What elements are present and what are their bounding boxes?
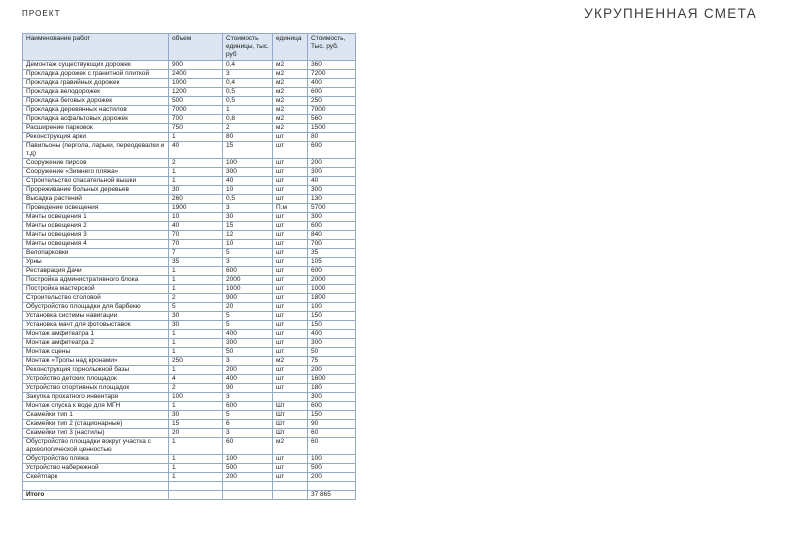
table-row	[23, 321, 356, 330]
table-cell: Прокладка дорожек с гранитной плиткой	[23, 70, 169, 79]
table-cell: 60	[223, 438, 273, 455]
table-cell: Монтаж «Тропы над кронами»	[23, 357, 169, 366]
table-cell: Постройка административного блока	[23, 276, 169, 285]
table-row	[23, 240, 356, 249]
table-cell: 10	[223, 186, 273, 195]
table-row	[23, 142, 356, 159]
table-cell: Строительство столовой	[23, 294, 169, 303]
column-header: Стоимость, Тыс. руб.	[308, 34, 356, 61]
table-row	[23, 411, 356, 420]
table-cell: 3	[223, 393, 273, 402]
table-cell: 200	[308, 366, 356, 375]
table-cell: Мачты освещения 2	[23, 222, 169, 231]
table-cell: 700	[169, 115, 223, 124]
table-cell: шт	[273, 222, 308, 231]
table-cell: шт	[273, 285, 308, 294]
table-cell: 1	[169, 438, 223, 455]
table-cell: 100	[308, 455, 356, 464]
table-cell: 80	[308, 133, 356, 142]
table-row	[23, 231, 356, 240]
table-cell: 300	[308, 213, 356, 222]
table-cell: 360	[308, 61, 356, 70]
estimate-table-body	[23, 61, 356, 491]
table-cell: 60	[308, 438, 356, 455]
table-row	[23, 204, 356, 213]
table-row	[23, 482, 356, 491]
table-cell: 1	[169, 473, 223, 482]
table-cell: 2	[223, 124, 273, 133]
table-cell: 600	[308, 402, 356, 411]
table-cell: 500	[223, 464, 273, 473]
table-cell: шт	[273, 240, 308, 249]
table-cell: П.м	[273, 204, 308, 213]
table-cell	[273, 482, 308, 491]
table-cell: Скамейки тип 2 (стационарные)	[23, 420, 169, 429]
table-cell: 75	[308, 357, 356, 366]
table-cell: Мачты освещения 3	[23, 231, 169, 240]
table-cell: Установка мачт для фотовыставок	[23, 321, 169, 330]
table-cell: 1	[169, 402, 223, 411]
table-cell: 70	[169, 231, 223, 240]
table-cell: м2	[273, 106, 308, 115]
table-cell: Установка системы навигации	[23, 312, 169, 321]
table-cell: Обустройство площадки вокруг участка с археологической ценностью	[23, 438, 169, 455]
table-cell: 30	[223, 213, 273, 222]
table-cell: шт	[273, 321, 308, 330]
table-cell: 150	[308, 321, 356, 330]
table-cell: 500	[169, 97, 223, 106]
table-cell: шт	[273, 186, 308, 195]
table-row	[23, 285, 356, 294]
table-cell: Демонтаж существующих дорожек	[23, 61, 169, 70]
table-cell: 2000	[223, 276, 273, 285]
table-cell: Прокладка гравийных дорожек	[23, 79, 169, 88]
table-cell: 5	[223, 312, 273, 321]
table-row	[23, 213, 356, 222]
table-cell: 200	[223, 473, 273, 482]
table-cell: шт	[273, 249, 308, 258]
table-cell: 1000	[223, 285, 273, 294]
table-cell: шт	[273, 312, 308, 321]
table-row	[23, 195, 356, 204]
table-cell: шт	[273, 473, 308, 482]
table-cell: 5700	[308, 204, 356, 213]
table-cell: 0,4	[223, 61, 273, 70]
table-cell	[273, 491, 308, 500]
table-header-row	[23, 34, 356, 61]
table-cell: шт	[273, 195, 308, 204]
table-cell: 1200	[169, 88, 223, 97]
table-cell: 200	[223, 366, 273, 375]
table-cell: 15	[169, 420, 223, 429]
table-cell: 200	[308, 473, 356, 482]
table-cell: 3	[223, 258, 273, 267]
table-cell: 1	[169, 455, 223, 464]
table-cell: 2400	[169, 70, 223, 79]
table-cell: 150	[308, 411, 356, 420]
table-cell: 900	[223, 294, 273, 303]
table-cell: 0,5	[223, 195, 273, 204]
table-cell: 300	[308, 339, 356, 348]
table-row	[23, 473, 356, 482]
table-cell: 6	[223, 420, 273, 429]
table-cell: 1000	[308, 285, 356, 294]
table-cell: 1	[169, 133, 223, 142]
table-cell: 5	[223, 249, 273, 258]
table-cell: Сооружение «Зимнего пляжа»	[23, 168, 169, 177]
table-cell: Прокладка беговых дорожек	[23, 97, 169, 106]
table-cell: шт	[273, 168, 308, 177]
table-cell: 35	[169, 258, 223, 267]
table-row	[23, 133, 356, 142]
table-cell: 5	[169, 303, 223, 312]
table-cell: 400	[223, 330, 273, 339]
table-row	[23, 330, 356, 339]
table-cell: 90	[223, 384, 273, 393]
table-cell	[169, 482, 223, 491]
table-cell: 20	[223, 303, 273, 312]
table-cell: 1	[169, 366, 223, 375]
page-title: УКРУПНЕННАЯ СМЕТА	[584, 6, 757, 21]
table-cell: Скейтпарк	[23, 473, 169, 482]
table-cell: Прокладка велодорожек	[23, 88, 169, 97]
table-cell: 1500	[308, 124, 356, 133]
table-cell: 1	[169, 348, 223, 357]
table-cell: 2	[169, 384, 223, 393]
table-row	[23, 267, 356, 276]
table-cell: шт	[273, 258, 308, 267]
table-cell: 40	[308, 177, 356, 186]
table-cell: 0,5	[223, 88, 273, 97]
table-cell: 1	[169, 276, 223, 285]
table-cell: 1800	[308, 294, 356, 303]
table-cell: Проведение освещения	[23, 204, 169, 213]
table-cell: 70	[169, 240, 223, 249]
table-cell: шт	[273, 339, 308, 348]
table-cell: Обустройство пляжа	[23, 455, 169, 464]
table-cell: шт	[273, 276, 308, 285]
column-header: единица	[273, 34, 308, 61]
table-cell: 1	[169, 339, 223, 348]
table-cell: 7000	[308, 106, 356, 115]
table-cell: 105	[308, 258, 356, 267]
table-cell: 60	[308, 429, 356, 438]
table-cell: 10	[169, 213, 223, 222]
table-cell	[308, 482, 356, 491]
table-cell: 30	[169, 321, 223, 330]
table-cell: Прокладка асфальтовых дорожек	[23, 115, 169, 124]
table-cell: 100	[223, 455, 273, 464]
table-cell: 50	[223, 348, 273, 357]
table-row	[23, 124, 356, 133]
table-cell: Сооружение пирсов	[23, 159, 169, 168]
table-cell: шт	[273, 133, 308, 142]
table-row	[23, 276, 356, 285]
table-cell: 40	[223, 177, 273, 186]
table-row	[23, 294, 356, 303]
table-cell: м2	[273, 88, 308, 97]
table-cell: 250	[308, 97, 356, 106]
table-cell: 30	[169, 186, 223, 195]
table-cell: 12	[223, 231, 273, 240]
table-row	[23, 249, 356, 258]
table-cell: Монтаж амфитеатра 2	[23, 339, 169, 348]
table-cell: Скамейки тип 3 (настилы)	[23, 429, 169, 438]
project-label: ПРОЕКТ	[22, 9, 61, 18]
table-cell: м2	[273, 124, 308, 133]
table-cell: 0,8	[223, 115, 273, 124]
table-cell: Шт	[273, 420, 308, 429]
table-cell: шт	[273, 375, 308, 384]
table-cell: м2	[273, 61, 308, 70]
table-row	[23, 393, 356, 402]
table-cell: 400	[223, 375, 273, 384]
table-cell: 560	[308, 115, 356, 124]
table-cell: 5	[223, 321, 273, 330]
table-cell: м2	[273, 115, 308, 124]
table-cell: Закупка прокатного инвентаря	[23, 393, 169, 402]
table-cell: шт	[273, 348, 308, 357]
table-cell: Шт	[273, 402, 308, 411]
table-row	[23, 348, 356, 357]
table-row	[23, 106, 356, 115]
table-cell: 700	[308, 240, 356, 249]
table-cell: 0,4	[223, 79, 273, 88]
table-cell: 1	[169, 168, 223, 177]
table-row	[23, 222, 356, 231]
table-cell: 35	[308, 249, 356, 258]
table-cell: 900	[169, 61, 223, 70]
table-cell	[223, 491, 273, 500]
table-cell: 80	[223, 133, 273, 142]
table-row	[23, 303, 356, 312]
table-cell: 600	[308, 267, 356, 276]
table-cell: Устройство набережной	[23, 464, 169, 473]
table-cell: 100	[308, 303, 356, 312]
column-header: Наименование работ	[23, 34, 169, 61]
table-cell: Монтаж сцены	[23, 348, 169, 357]
table-cell: 1000	[169, 79, 223, 88]
table-cell: Устройство детских площадок	[23, 375, 169, 384]
table-cell	[23, 482, 169, 491]
table-row	[23, 402, 356, 411]
table-cell: 50	[308, 348, 356, 357]
table-cell: 600	[308, 142, 356, 159]
table-cell: 300	[308, 393, 356, 402]
table-row	[23, 70, 356, 79]
table-cell: м2	[273, 97, 308, 106]
table-cell: 100	[223, 159, 273, 168]
table-cell: 7200	[308, 70, 356, 79]
table-cell: м2	[273, 79, 308, 88]
table-cell: Постройка мастерской	[23, 285, 169, 294]
table-cell: Мачты освещения 4	[23, 240, 169, 249]
table-row	[23, 312, 356, 321]
table-cell: 4	[169, 375, 223, 384]
table-cell: 40	[169, 222, 223, 231]
table-row	[23, 177, 356, 186]
table-cell: 300	[223, 339, 273, 348]
table-row	[23, 455, 356, 464]
table-cell: 3	[223, 357, 273, 366]
table-cell: 30	[169, 312, 223, 321]
total-label: Итого	[23, 491, 169, 500]
table-cell	[223, 482, 273, 491]
table-cell: 250	[169, 357, 223, 366]
table-cell: 1900	[169, 204, 223, 213]
table-cell: шт	[273, 231, 308, 240]
table-row	[23, 168, 356, 177]
table-row	[23, 339, 356, 348]
table-row	[23, 97, 356, 106]
table-cell: 5	[223, 411, 273, 420]
table-cell: 10	[223, 240, 273, 249]
table-cell: м2	[273, 70, 308, 79]
table-cell: шт	[273, 294, 308, 303]
table-cell: 1	[169, 285, 223, 294]
table-cell: 1600	[308, 375, 356, 384]
table-cell: шт	[273, 142, 308, 159]
table-cell: Монтаж спуска к воде для МГН	[23, 402, 169, 411]
table-cell: 1	[169, 267, 223, 276]
table-cell: Реконструкция арки	[23, 133, 169, 142]
table-row	[23, 429, 356, 438]
table-cell: Строительство спасательной вышки	[23, 177, 169, 186]
table-cell: 2	[169, 294, 223, 303]
table-row	[23, 159, 356, 168]
total-row	[23, 491, 356, 500]
table-cell: 15	[223, 222, 273, 231]
table-cell: 600	[308, 88, 356, 97]
table-cell: м2	[273, 438, 308, 455]
table-cell: 7	[169, 249, 223, 258]
table-cell	[273, 393, 308, 402]
table-cell: Монтаж амфитеатра 1	[23, 330, 169, 339]
table-cell: 600	[308, 222, 356, 231]
table-cell: 20	[169, 429, 223, 438]
table-cell: 300	[308, 168, 356, 177]
table-cell: Прореживание больных деревьев	[23, 186, 169, 195]
table-row	[23, 258, 356, 267]
table-cell: Реставрация Дачи	[23, 267, 169, 276]
table-cell: м2	[273, 357, 308, 366]
table-cell: Шт	[273, 411, 308, 420]
column-header: Стоимость единицы, тыс. руб	[223, 34, 273, 61]
table-cell: Расширение парковок	[23, 124, 169, 133]
table-cell: 90	[308, 420, 356, 429]
table-cell: 100	[169, 393, 223, 402]
table-cell: 500	[308, 464, 356, 473]
table-row	[23, 115, 356, 124]
table-cell: Устройство спортивных площадок	[23, 384, 169, 393]
table-cell: 180	[308, 384, 356, 393]
table-cell: Прокладка деревянных настилов	[23, 106, 169, 115]
table-cell: Павильоны (пергола, ларьки, переодевалки и т.д)	[23, 142, 169, 159]
table-cell: Обустройство площадки для барбекю	[23, 303, 169, 312]
table-cell: 150	[308, 312, 356, 321]
table-cell: 300	[308, 186, 356, 195]
table-cell: шт	[273, 366, 308, 375]
table-cell: шт	[273, 384, 308, 393]
table-cell: 7000	[169, 106, 223, 115]
table-row	[23, 79, 356, 88]
table-row	[23, 88, 356, 97]
table-cell: Велопарковки	[23, 249, 169, 258]
table-cell: 0,5	[223, 97, 273, 106]
table-row	[23, 186, 356, 195]
table-cell: 840	[308, 231, 356, 240]
table-cell: Мачты освещения 1	[23, 213, 169, 222]
table-cell	[169, 491, 223, 500]
table-row	[23, 375, 356, 384]
table-row	[23, 420, 356, 429]
table-cell: шт	[273, 303, 308, 312]
table-cell: 200	[308, 159, 356, 168]
table-cell: Высадка растений	[23, 195, 169, 204]
table-cell: 400	[308, 330, 356, 339]
table-row	[23, 464, 356, 473]
table-row	[23, 384, 356, 393]
table-cell: 1	[169, 177, 223, 186]
table-cell: 3	[223, 429, 273, 438]
table-cell: 1	[169, 464, 223, 473]
table-cell: 1	[169, 330, 223, 339]
table-cell: шт	[273, 159, 308, 168]
table-cell: 30	[169, 411, 223, 420]
table-cell: шт	[273, 213, 308, 222]
table-cell: Скамейки тип 1	[23, 411, 169, 420]
table-cell: 40	[169, 142, 223, 159]
table-cell: 600	[223, 402, 273, 411]
column-header: объем	[169, 34, 223, 61]
table-cell: 3	[223, 204, 273, 213]
table-cell: 130	[308, 195, 356, 204]
table-cell: Шт	[273, 429, 308, 438]
table-cell: 3	[223, 70, 273, 79]
table-cell: 750	[169, 124, 223, 133]
table-cell: шт	[273, 455, 308, 464]
table-row	[23, 438, 356, 455]
table-cell: 300	[223, 168, 273, 177]
total-value: 37 865	[308, 491, 356, 500]
table-cell: 15	[223, 142, 273, 159]
table-cell: 2	[169, 159, 223, 168]
table-cell: 1	[223, 106, 273, 115]
table-cell: шт	[273, 464, 308, 473]
table-cell: 260	[169, 195, 223, 204]
table-cell: 600	[223, 267, 273, 276]
table-cell: шт	[273, 330, 308, 339]
table-row	[23, 357, 356, 366]
table-cell: Урны	[23, 258, 169, 267]
table-row	[23, 366, 356, 375]
estimate-table	[22, 33, 356, 500]
table-cell: 400	[308, 79, 356, 88]
table-cell: шт	[273, 177, 308, 186]
table-row	[23, 61, 356, 70]
table-cell: 2000	[308, 276, 356, 285]
table-cell: шт	[273, 267, 308, 276]
table-cell: Реконструкция горнолыжной базы	[23, 366, 169, 375]
